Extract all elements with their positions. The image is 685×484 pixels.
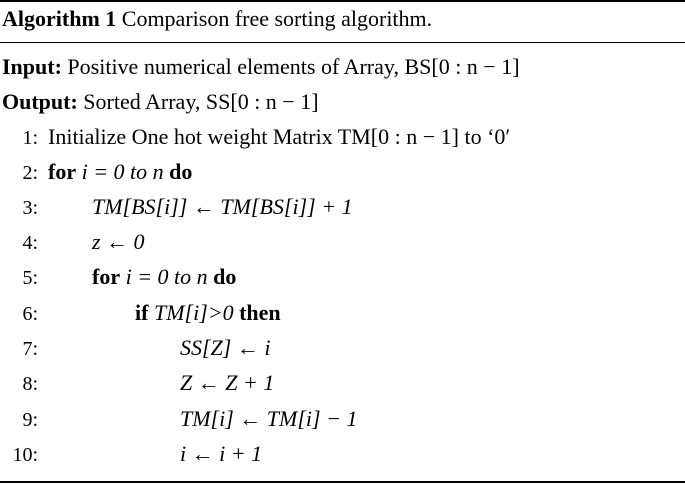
input-line <box>2 56 520 86</box>
keyword-for: for <box>48 159 77 184</box>
output-line <box>2 91 319 121</box>
header-rule <box>0 42 685 43</box>
step-number: 6: <box>22 303 38 325</box>
step-text: i = 0 to n <box>125 264 208 289</box>
input-text: Positive numerical elements of Array, BS[0 : n − 1] <box>67 54 520 79</box>
keyword-for: for <box>92 264 121 289</box>
step-text: TM[BS[i]] ← TM[BS[i]] + 1 <box>92 194 353 219</box>
step-number: 2: <box>22 162 38 184</box>
step-text: TM[i] ← TM[i] − 1 <box>180 406 358 431</box>
step-number: 10: <box>12 444 38 466</box>
step-text: SS[Z] ← i <box>180 335 271 360</box>
algorithm-caption: Comparison free sorting algorithm. <box>121 6 433 31</box>
keyword-do: do <box>213 264 237 289</box>
step-number: 5: <box>22 267 38 289</box>
step-text: TM[i]>0 <box>153 300 234 325</box>
output-label: Output: <box>2 89 78 114</box>
step-number: 3: <box>22 197 38 219</box>
algorithm-label: Algorithm 1 <box>2 6 117 31</box>
step-number: 1: <box>22 127 38 149</box>
top-rule <box>0 0 685 2</box>
step-text: i ← i + 1 <box>180 441 263 466</box>
step-number: 9: <box>22 409 38 431</box>
algorithm-title <box>2 8 432 38</box>
output-text: Sorted Array, SS[0 : n − 1] <box>83 89 319 114</box>
step-text: Z ← Z + 1 <box>180 370 275 395</box>
keyword-do: do <box>169 159 193 184</box>
step-text: i = 0 to n <box>81 159 164 184</box>
step-text: Initialize One hot weight Matrix TM[0 : n − 1] to ‘0′ <box>48 124 511 149</box>
step-text: z ← 0 <box>92 229 145 254</box>
keyword-if: if <box>135 300 149 325</box>
step-number: 4: <box>22 232 38 254</box>
keyword-then: then <box>239 300 281 325</box>
step-number: 8: <box>22 373 38 395</box>
bottom-rule <box>0 481 685 483</box>
step-number: 7: <box>22 338 38 360</box>
input-label: Input: <box>2 54 62 79</box>
